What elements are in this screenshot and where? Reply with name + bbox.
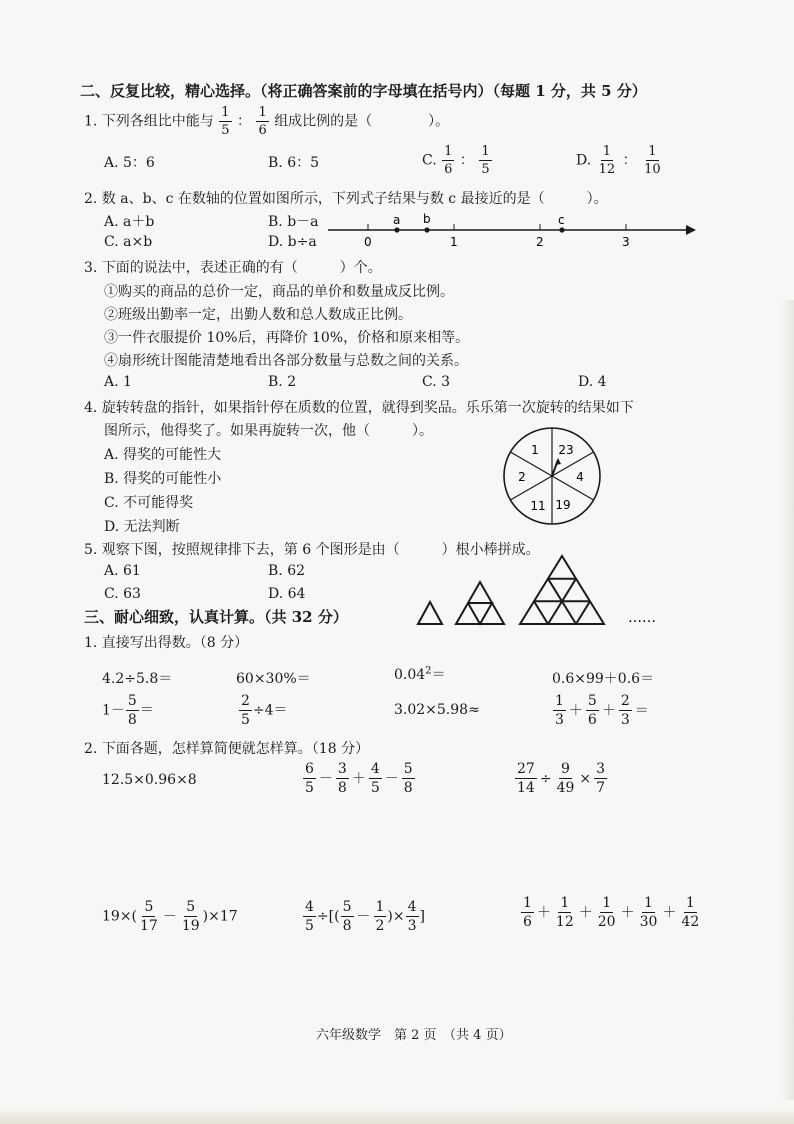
p2-calc-6-frac5: $\frac{1}{42}$	[681, 895, 700, 930]
point-label-c: c	[558, 213, 565, 227]
p1-expr-8	[552, 694, 651, 727]
page-edge-shadow	[780, 300, 794, 1100]
p1-expr-1: 4.2÷5.8＝	[102, 671, 173, 687]
q3-option-d: D. 4	[578, 374, 607, 390]
p2-calc-3-frac3: $\frac{3}{7}$	[596, 761, 606, 796]
wheel-sector-4: 4	[576, 470, 584, 484]
q3-stem: 3. 下面的说法中，表述正确的有（ ）个。	[84, 260, 382, 276]
q4-stem-line2: 图所示，他得奖了。如果再旋转一次，他（ ）。	[104, 423, 433, 439]
tick-label-2: 2	[536, 235, 544, 249]
q1-fraction-a: $\frac{1}{5}$	[221, 105, 230, 138]
spinner-pointer-tip	[555, 458, 561, 465]
page-bottom-strip	[0, 1108, 794, 1124]
q4-option-c: C. 不可能得奖	[104, 495, 194, 511]
p2-calc-3-times: ×	[579, 770, 592, 787]
q1-colon: ：	[237, 113, 251, 130]
q5-option-c: C. 63	[104, 586, 141, 602]
q1-option-d-label: D.	[576, 152, 592, 169]
p1-expr-2: 60×30%＝	[236, 671, 311, 687]
p2-calc-2-minus2: －	[384, 770, 399, 787]
q4-option-b: B. 得奖的可能性小	[104, 471, 222, 487]
p2-calc-6-plus1: ＋	[536, 904, 551, 921]
q1-option-d-colon: ：	[622, 152, 637, 169]
q4-option-a: A. 得奖的可能性大	[104, 447, 222, 463]
q5-option-b: B. 62	[268, 563, 306, 579]
p2-calc-6-plus3: ＋	[620, 904, 635, 921]
p1-expr-5-equals: ＝	[139, 702, 154, 719]
p2-calc-4-minus: －	[162, 908, 177, 925]
p2-calc-2-frac4: $\frac{5}{8}$	[403, 761, 413, 796]
p2-calc-6-frac4: $\frac{1}{30}$	[639, 895, 658, 930]
triangle-figure-1	[418, 602, 442, 624]
tick-label-0: 0	[364, 235, 372, 249]
q2-option-a: A. a＋b	[104, 214, 155, 230]
q2-stem: 2. 数 a、b、c 在数轴的位置如图所示，下列式子结果与数 c 最接近的是（ ）。	[84, 191, 608, 207]
p2-calc-6-frac1: $\frac{1}{6}$	[523, 895, 532, 930]
point-label-a: a	[393, 213, 401, 227]
p1-expr-8-plus1: ＋	[568, 702, 583, 719]
p2-calc-5-minus: －	[356, 908, 371, 925]
p2-calc-6-frac2: $\frac{1}{12}$	[555, 895, 574, 930]
tick-label-3: 3	[622, 235, 630, 249]
p2-calc-3	[514, 762, 608, 795]
p1-expr-8-plus2: ＋	[601, 702, 616, 719]
triangle-pattern	[412, 552, 682, 628]
p1-expr-3-exponent: 2	[425, 665, 432, 677]
q1-option-c-frac1: $\frac{1}{6}$	[444, 144, 453, 177]
point-c	[559, 227, 564, 232]
p2-calc-5	[302, 900, 425, 933]
q1-option-d	[576, 145, 664, 176]
p2-calc-5-open: ÷[(	[316, 908, 340, 925]
p1-expr-4: 0.6×99＋0.6＝	[552, 671, 655, 687]
p2-calc-6-plus4: ＋	[662, 904, 677, 921]
section3-heading: 三、耐心细致，认真计算。（共 32 分）	[84, 608, 348, 626]
q5-option-a: A. 61	[104, 563, 141, 579]
p1-expr-8-frac3: $\frac{2}{3}$	[620, 693, 630, 728]
page-footer: 六年级数学 第 2 页 （共 4 页）	[316, 1028, 512, 1043]
p2-calc-6	[520, 896, 702, 929]
p2-calc-6-frac3: $\frac{1}{20}$	[597, 895, 616, 930]
wheel-sector-2: 2	[518, 470, 526, 484]
p1-expr-7: 3.02×5.98≈	[394, 702, 480, 718]
q2-option-d: D. b÷a	[268, 234, 317, 250]
p2-calc-6-plus2: ＋	[578, 904, 593, 921]
p2-calc-4	[102, 900, 238, 933]
triangle-figure-2	[456, 582, 504, 624]
p2-calc-5-frac4: $\frac{4}{3}$	[407, 899, 417, 934]
q3-statement-3: ③一件衣服提价 10%后，再降价 10%，价格和原来相等。	[104, 330, 470, 346]
p1-expr-5-prefix: 1－	[102, 702, 125, 719]
q1-option-c	[422, 145, 493, 176]
p1-expr-8-equals: ＝	[634, 702, 649, 719]
p2-title: 2. 下面各题，怎样算简便就怎样算。（18 分）	[84, 741, 370, 757]
wheel-sector-23: 23	[558, 443, 574, 457]
p1-expr-6	[238, 694, 288, 727]
p2-calc-5-frac2: $\frac{5}{8}$	[342, 899, 352, 934]
p2-calc-4-frac1: $\frac{5}{17}$	[140, 899, 158, 934]
triangle-figure-3	[520, 556, 604, 624]
q4-option-d: D. 无法判断	[104, 519, 180, 535]
q1-option-c-colon: ：	[459, 152, 474, 169]
q2-option-c: C. a×b	[104, 234, 153, 250]
p2-calc-5-frac3: $\frac{1}{2}$	[375, 899, 385, 934]
p1-expr-3-base: 0.04	[394, 667, 426, 683]
q1-fraction-b: $\frac{1}{6}$	[258, 105, 267, 138]
p2-calc-2-frac1: $\frac{6}{5}$	[305, 761, 314, 796]
q1-option-b: B. 6：5	[268, 155, 320, 171]
p1-expr-3	[394, 664, 446, 684]
q4-stem-line1: 4. 旋转转盘的指针，如果指针停在质数的位置，就得到奖品。乐乐第一次旋转的结果如下	[84, 400, 634, 416]
p2-calc-5-frac1: $\frac{4}{5}$	[305, 899, 314, 934]
q1-option-c-frac2: $\frac{1}{5}$	[481, 144, 490, 177]
number-line-arrowhead	[686, 225, 696, 235]
q3-option-c: C. 3	[422, 374, 451, 390]
p1-expr-6-rest: ÷4＝	[252, 702, 288, 719]
q1-option-d-frac2: $\frac{1}{10}$	[644, 144, 661, 177]
p1-expr-5-frac: $\frac{5}{8}$	[127, 693, 137, 728]
wheel-sector-19: 19	[555, 498, 571, 512]
spinner-wheel	[500, 424, 604, 528]
p1-title: 1. 直接写出得数。（8 分）	[84, 635, 249, 651]
p1-expr-6-frac: $\frac{2}{5}$	[241, 693, 250, 728]
pattern-ellipsis: ……	[628, 610, 656, 626]
number-line	[326, 208, 698, 250]
q1-stem	[84, 106, 449, 137]
p2-calc-5-end: ]	[419, 908, 426, 925]
p2-calc-2-minus1: －	[318, 770, 333, 787]
p2-calc-3-divide: ÷	[539, 770, 552, 787]
p2-calc-4-prefix: 19×(	[102, 908, 138, 925]
wheel-sector-11: 11	[530, 499, 546, 513]
q1-option-a: A. 5：6	[104, 155, 155, 171]
p1-expr-8-frac2: $\frac{5}{6}$	[587, 693, 597, 728]
point-label-b: b	[423, 212, 431, 226]
q1-suffix: 组成比例的是（ ）。	[274, 113, 450, 130]
p2-calc-2-frac2: $\frac{3}{8}$	[337, 761, 347, 796]
q3-statement-1: ①购买的商品的总价一定，商品的单价和数量成反比例。	[104, 284, 454, 300]
p2-calc-4-suffix: )×17	[202, 908, 238, 925]
point-b	[424, 227, 429, 232]
q5-option-d: D. 64	[268, 586, 306, 602]
q5-stem: 5. 观察下图，按照规律排下去，第 6 个图形是由（ ）根小棒拼成。	[84, 542, 540, 558]
p2-calc-3-frac1: $\frac{27}{14}$	[517, 761, 535, 796]
p2-calc-2	[302, 762, 416, 795]
p1-expr-8-frac1: $\frac{1}{3}$	[555, 693, 564, 728]
q1-option-d-frac1: $\frac{1}{12}$	[598, 144, 616, 177]
p1-expr-3-equals: ＝	[431, 667, 446, 683]
p2-calc-5-close: )×	[387, 908, 405, 925]
tick-label-1: 1	[450, 235, 458, 249]
p2-calc-4-frac2: $\frac{5}{19}$	[181, 899, 200, 934]
p2-calc-2-frac3: $\frac{4}{5}$	[370, 761, 380, 796]
section2-heading: 二、反复比较，精心选择。（将正确答案前的字母填在括号内）（每题 1 分，共 5 分）	[80, 82, 647, 100]
q3-statement-2: ②班级出勤率一定，出勤人数和总人数成正比例。	[104, 307, 412, 323]
p2-calc-3-frac2: $\frac{9}{49}$	[556, 761, 575, 796]
q1-option-c-label: C.	[422, 152, 437, 169]
q1-prefix: 1. 下列各组比中能与	[84, 113, 214, 130]
p2-calc-1: 12.5×0.96×8	[102, 772, 197, 788]
q3-statement-4: ④扇形统计图能清楚地看出各部分数量与总数之间的关系。	[104, 353, 468, 369]
q2-option-b: B. b－a	[268, 214, 319, 230]
wheel-sector-1: 1	[531, 443, 539, 457]
q3-option-b: B. 2	[268, 374, 297, 390]
p2-calc-2-plus: ＋	[351, 770, 366, 787]
q3-option-a: A. 1	[104, 374, 132, 390]
point-a	[394, 227, 399, 232]
p1-expr-5	[102, 694, 154, 727]
